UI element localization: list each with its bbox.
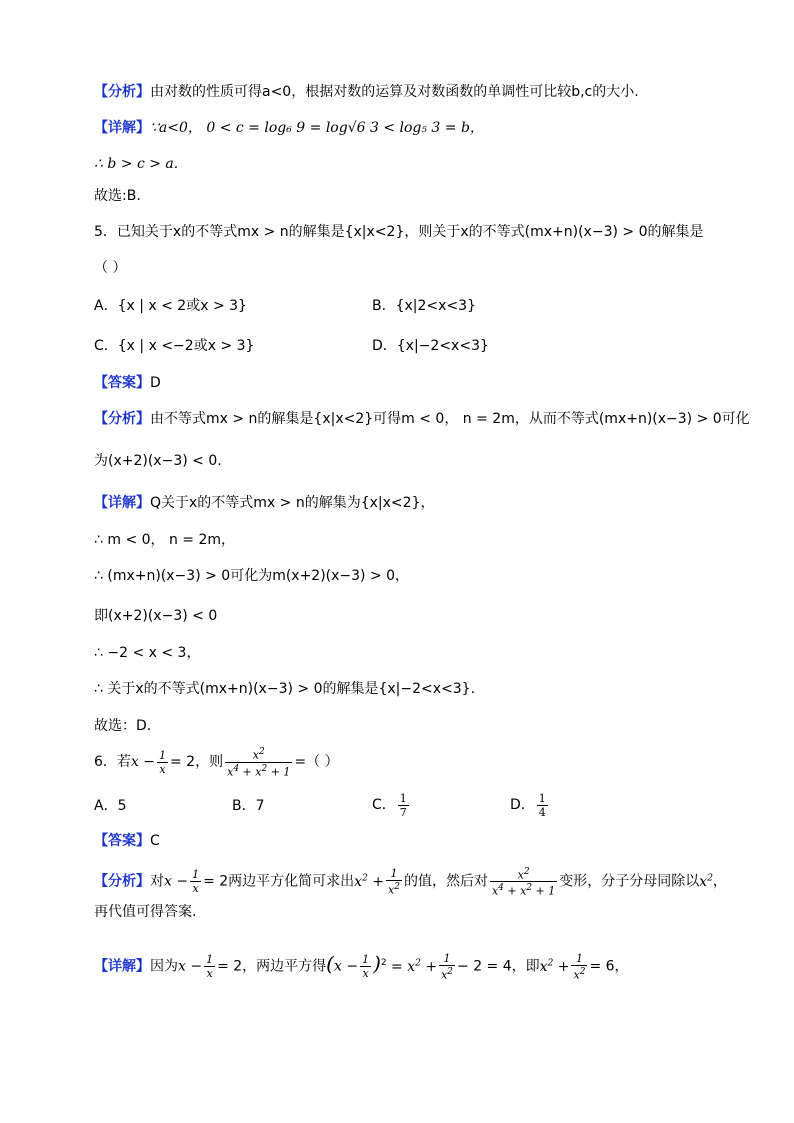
frac-1-4: $\frac{1}{4}$ [538, 791, 546, 819]
q5-detail-text-4: 即(x+2)(x−3) < 0 [94, 608, 218, 624]
q4-analysis-line [94, 82, 639, 102]
q5-choice: 故选：D. [94, 718, 152, 734]
q5-option-a: A．{x | x < 2或x > 3} [94, 298, 247, 314]
q6-cond-tail: = 2，则 [170, 754, 224, 771]
q6-analysis-line: 【分析】对x − $\frac{1}{x}$ = 2两边平方化简可求出$x^2$ + $\frac{1}{x^2}$ 的值，然后对 $\frac{x^2}{x^4 + x^2 + 1}$ 变形，分子分母同除以$x^2$， [94, 866, 727, 898]
frac-x2-over-poly: $\frac{x^2}{x^4 + x^2 + 1}$ [227, 747, 291, 779]
q5-detail-text-5: ∴ −2 < x < 3， [94, 645, 201, 661]
q6-ask-tail: =（ ） [294, 754, 339, 771]
q4-detail-text-1: ∵a<0， 0 < c = log₆ 9 = log√6 3 < log₅ 3 = b， [150, 120, 484, 136]
analysis-tag: 【分析】 [94, 84, 150, 100]
frac-1-over-x: $\frac{1}{x}$ [159, 748, 166, 776]
q5-analysis-text-2: 为(x+2)(x−3) < 0. [94, 453, 222, 469]
q5-analysis-line [94, 409, 750, 429]
q4-detail-text-2: ∴ b > c > a. [94, 156, 179, 172]
analysis-tag: 【分析】 [94, 873, 150, 890]
q6-number: 6．若 [94, 754, 131, 771]
q5-option-b: B．{x|2<x<3} [372, 298, 476, 314]
analysis-tag: 【分析】 [94, 411, 150, 427]
answer-tag: 【答案】 [94, 833, 150, 849]
q6-option-c: C． $\frac{1}{7}$ [372, 791, 407, 819]
q5-detail-text-6: ∴ 关于x的不等式(mx+n)(x−3) > 0的解集是{x|−2<x<3}. [94, 681, 476, 697]
q6-stem: 6．若x − $\frac{1}{x}$ = 2，则 $\frac{x^2}{x^4 + x^2 + 1}$ =（ ） [94, 747, 339, 779]
q5-detail-text-3: ∴ (mx+n)(x−3) > 0可化为m(x+2)(x−3) > 0， [94, 568, 410, 584]
q5-option-d: D．{x|−2<x<3} [372, 338, 489, 354]
q6-analysis-text-2: 再代值可得答案. [94, 904, 197, 920]
q5-stem: 5．已知关于x的不等式mx > n的解集是{x|x<2}，则关于x的不等式(mx+n)(x−3) > 0的解集是 [94, 224, 704, 240]
q5-paren: （ ） [94, 260, 127, 276]
q5-detail-text-2: ∴ m < 0， n = 2m， [94, 532, 236, 548]
q5-analysis-text-1: 由不等式mx > n的解集是{x|x<2}可得m < 0， n = 2m，从而不等式(mx+n)(x−3) > 0可化 [150, 411, 750, 427]
q4-detail-line [94, 118, 484, 138]
q6-answer: C [150, 833, 160, 849]
detail-tag: 【详解】 [94, 120, 150, 136]
frac-1-7: $\frac{1}{7}$ [399, 791, 407, 819]
detail-tag: 【详解】 [94, 495, 150, 511]
q6-detail-line: 【详解】因为x − $\frac{1}{x}$ = 2，两边平方得(x − $\frac{1}{x}$ )$^2 = x^2$ + $\frac{1}{x^2}$ − 2 = 4，即$x^2$ + $\frac{1}{x^2}$ = 6， [94, 951, 629, 982]
detail-tag: 【详解】 [94, 958, 150, 975]
q6-option-a: A．5 [94, 798, 127, 814]
q6-answer-line [94, 831, 160, 851]
q5-detail-text-1: Q关于x的不等式mx > n的解集为{x|x<2}， [150, 495, 435, 511]
q5-answer-line [94, 373, 161, 393]
q5-detail-line [94, 493, 434, 513]
q4-choice: 故选:B. [94, 188, 141, 204]
answer-tag: 【答案】 [94, 375, 150, 391]
q6-option-b: B．7 [232, 798, 265, 814]
q5-answer: D [150, 375, 161, 391]
q4-analysis-text: 由对数的性质可得a<0，根据对数的运算及对数函数的单调性可比较b,c的大小. [150, 84, 639, 100]
q5-option-c: C．{x | x <−2或x > 3} [94, 338, 255, 354]
q6-option-d: D． $\frac{1}{4}$ [510, 791, 546, 819]
